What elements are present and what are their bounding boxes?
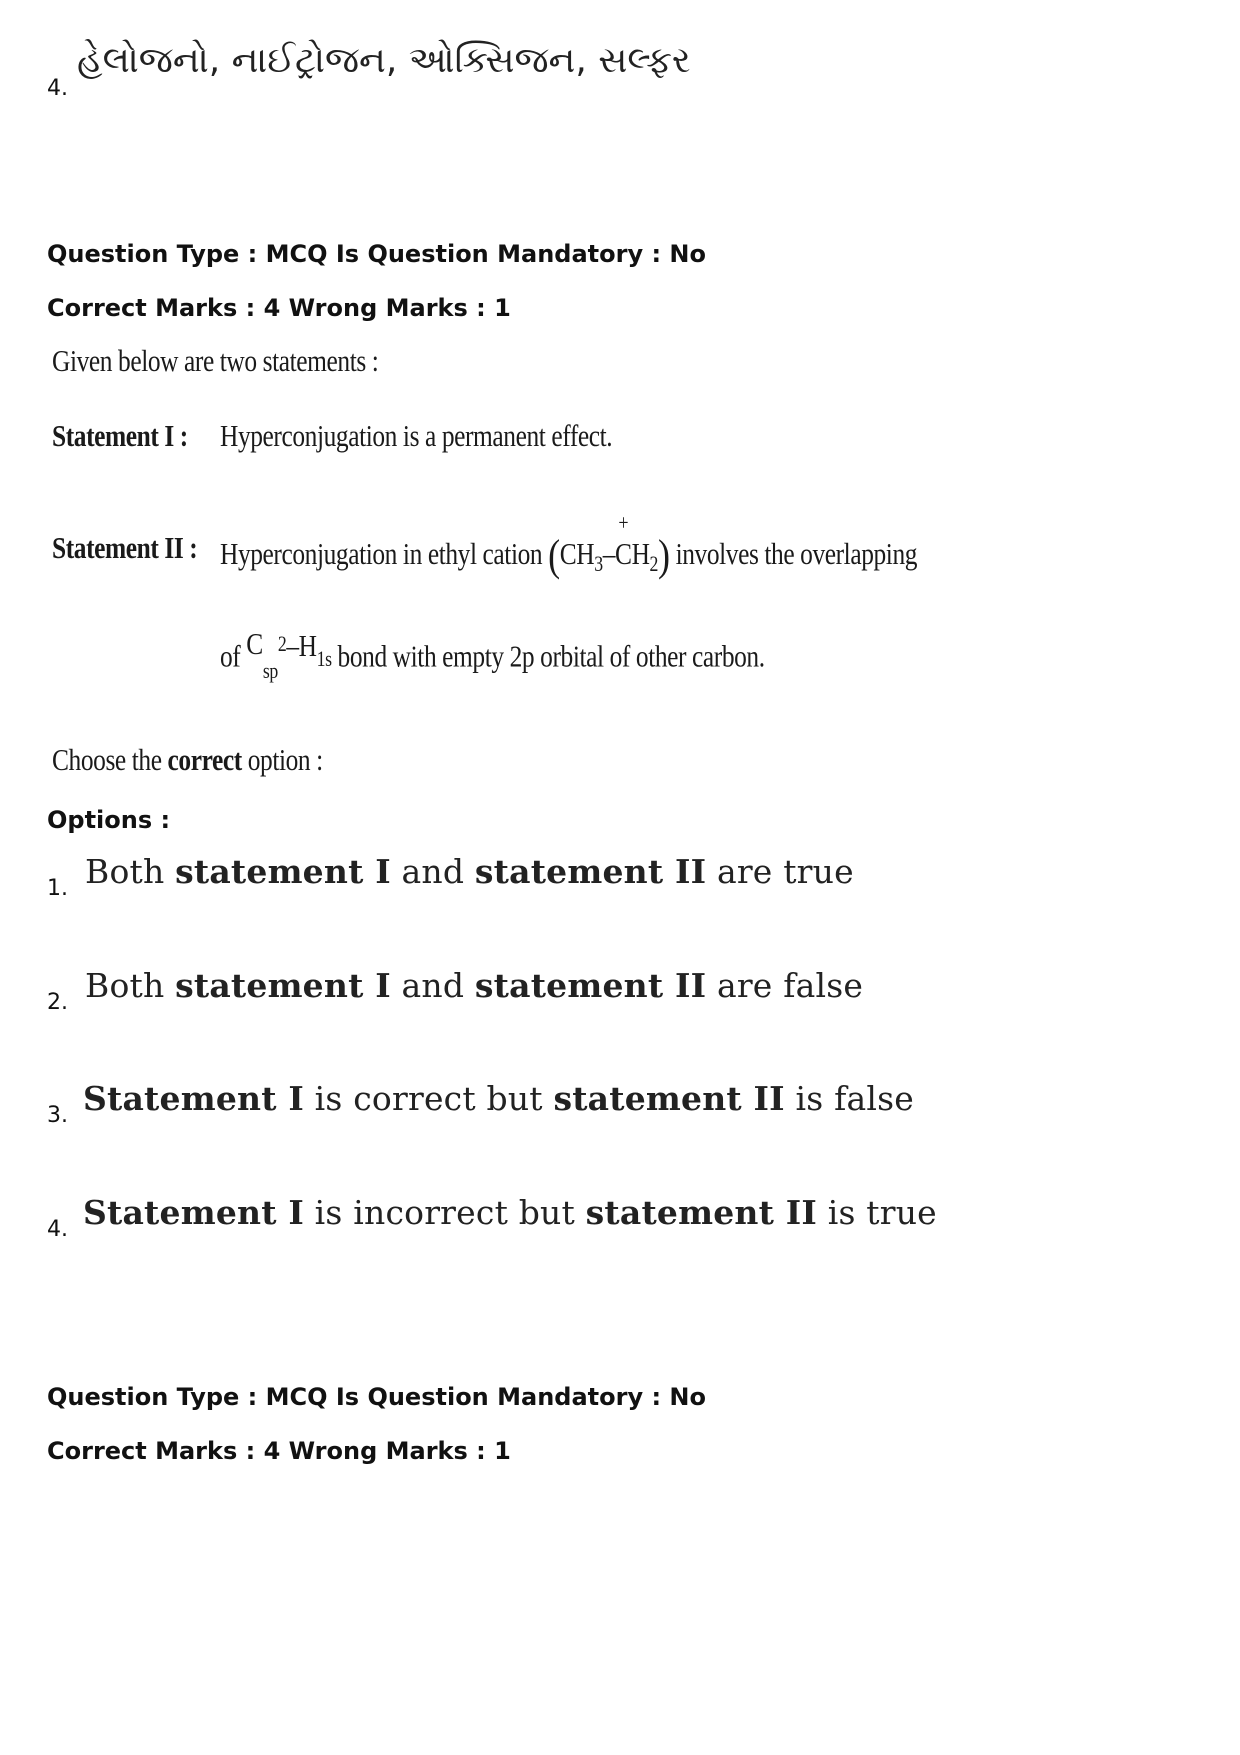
statement2-text-a: Hyperconjugation in ethyl cation (220, 536, 543, 571)
choose-b: correct (167, 742, 242, 777)
orbital-c: C (246, 626, 263, 662)
option-text-part: and (390, 852, 475, 891)
orbital-sup: 2 (277, 632, 287, 656)
option-number: 1. (47, 876, 68, 901)
orbital-h: –H (286, 628, 317, 664)
statement2-line1 (220, 510, 918, 581)
choose-instruction (52, 742, 323, 778)
orbital-sp: sp (262, 658, 278, 683)
statement2-line2-rest: bond with empty 2p orbital of other carbon. (337, 638, 765, 674)
option-text-part: Both (85, 852, 176, 891)
formula-h2: H (631, 536, 650, 571)
statement2-label: Statement II : (52, 530, 198, 565)
option-text-bold: Statement I (83, 1193, 304, 1232)
statement2-of: of (220, 638, 241, 674)
question-type-line: Question Type : MCQ Is Question Mandatory : No (47, 1383, 706, 1411)
option-text-part: is true (817, 1193, 937, 1232)
formula-sub3: 3 (594, 552, 603, 577)
prev-option-text: હેલોજનો, નાઈટ્રોજન, ઓક્સિજન, સલ્ફર (77, 40, 691, 81)
choose-a: Choose the (52, 742, 162, 777)
option-text-part: is correct but (303, 1079, 554, 1118)
option-number: 4. (47, 1217, 68, 1242)
question-intro: Given below are two statements : (52, 343, 379, 378)
option-4-text[interactable] (83, 1193, 937, 1232)
question-type-line: Question Type : MCQ Is Question Mandatory : No (47, 240, 706, 268)
option-text-part: and (390, 966, 475, 1005)
formula-sub2: 2 (649, 552, 659, 577)
option-3-text[interactable] (83, 1079, 914, 1118)
formula-c: C (615, 536, 632, 571)
ethyl-cation-formula (548, 510, 670, 581)
option-2-text[interactable] (85, 966, 863, 1005)
formula-ch3: CH (559, 536, 595, 571)
formula-close-paren: ) (658, 531, 670, 580)
marks-line: Correct Marks : 4 Wrong Marks : 1 (47, 1437, 511, 1465)
formula-dash: – (602, 536, 616, 571)
option-text-part: Both (85, 966, 176, 1005)
option-text-bold: statement II (585, 1193, 818, 1232)
option-text-bold: statement I (175, 852, 391, 891)
choose-c: option : (247, 742, 323, 777)
statement2-line2 (220, 626, 765, 683)
option-text-part: is false (784, 1079, 914, 1118)
orbital-1s: 1s (316, 646, 332, 671)
formula-open-paren: ( (548, 531, 560, 580)
statement1-label: Statement I : (52, 418, 188, 453)
option-1-text[interactable] (85, 852, 854, 891)
option-text-part: are false (706, 966, 864, 1005)
option-text-bold: statement II (474, 852, 707, 891)
marks-line: Correct Marks : 4 Wrong Marks : 1 (47, 294, 511, 322)
option-text-bold: statement II (553, 1079, 785, 1118)
option-text-bold: statement I (175, 966, 391, 1005)
statement2-text-b: involves the overlapping (675, 536, 918, 571)
prev-option-number: 4. (47, 76, 68, 101)
option-number: 2. (47, 990, 68, 1015)
formula-plus: + (618, 510, 629, 535)
option-text-bold: Statement I (83, 1079, 304, 1118)
option-text-part: is incorrect but (303, 1193, 586, 1232)
options-label: Options : (47, 806, 171, 834)
statement1-text: Hyperconjugation is a permanent effect. (220, 418, 613, 453)
option-text-bold: statement II (474, 966, 707, 1005)
option-number: 3. (47, 1103, 68, 1128)
option-text-part: are true (706, 852, 854, 891)
